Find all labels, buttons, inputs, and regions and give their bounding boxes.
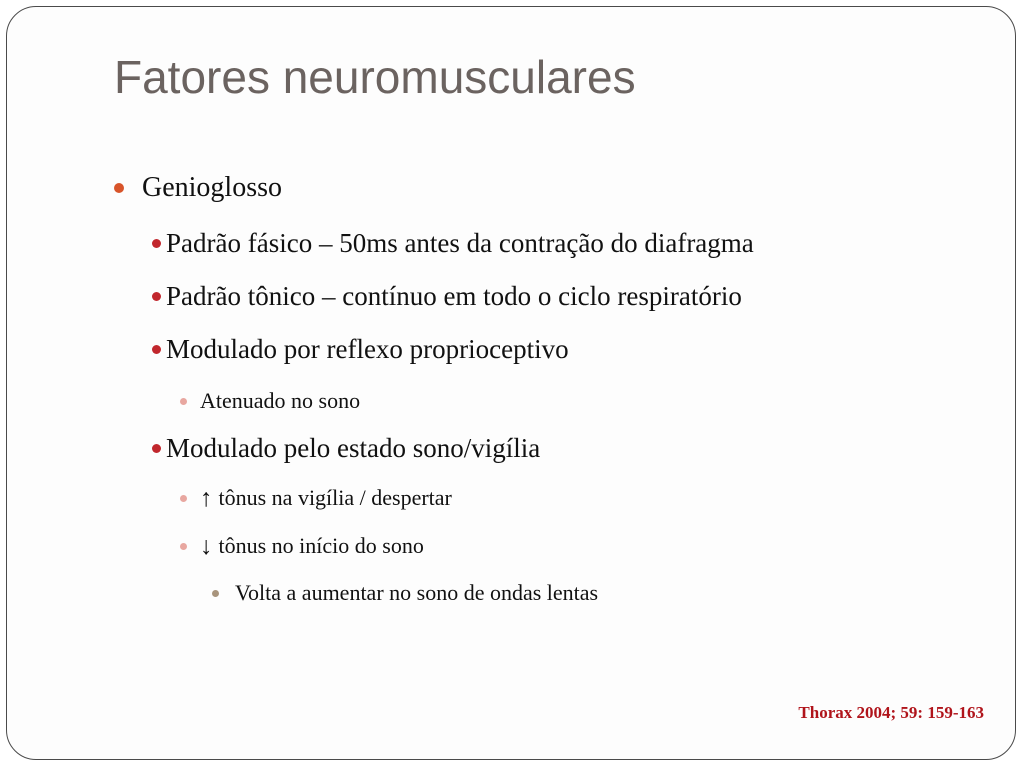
bullet-genioglosso bbox=[114, 172, 282, 204]
bullet-padrao-tonico bbox=[152, 281, 742, 312]
bullet-text: Padrão fásico – 50ms antes da contração do diafragma bbox=[166, 228, 754, 258]
bullet-text: Modulado pelo estado sono/vigília bbox=[166, 433, 541, 463]
bullet-text: Genioglosso bbox=[142, 172, 282, 203]
bullet-dot-icon bbox=[114, 183, 124, 193]
bullet-modulado-reflexo bbox=[152, 334, 569, 365]
bullet-text: Modulado por reflexo proprioceptivo bbox=[166, 334, 569, 364]
bullet-text: Atenuado no sono bbox=[200, 388, 361, 413]
bullet-text: Volta a aumentar no sono de ondas lentas bbox=[235, 580, 599, 605]
bullet-atenuado-sono bbox=[180, 388, 360, 414]
bullet-text: Padrão tônico – contínuo em todo o ciclo respiratório bbox=[166, 281, 742, 311]
bullet-dot-icon bbox=[152, 292, 161, 301]
bullet-volta-aumentar bbox=[212, 580, 598, 606]
bullet-tonus-vigilia bbox=[180, 485, 452, 511]
citation: Thorax 2004; 59: 159-163 bbox=[798, 703, 984, 722]
arrow-down-icon: ↓ bbox=[200, 532, 213, 560]
bullet-dot-icon bbox=[180, 495, 187, 502]
bullet-dot-icon bbox=[152, 444, 161, 453]
arrow-up-icon: ↑ bbox=[200, 484, 213, 512]
bullet-tonus-inicio-sono bbox=[180, 533, 424, 559]
bullet-dot-icon bbox=[152, 345, 161, 354]
bullet-dot-icon bbox=[212, 590, 219, 597]
bullet-padrao-fasico bbox=[152, 228, 754, 259]
bullet-dot-icon bbox=[180, 398, 187, 405]
bullet-text: tônus na vigília / despertar bbox=[218, 485, 452, 510]
bullet-text: tônus no início do sono bbox=[218, 533, 424, 558]
slide-title: Fatores neuromusculares bbox=[114, 51, 636, 103]
bullet-dot-icon bbox=[152, 239, 161, 248]
bullet-modulado-estado bbox=[152, 433, 540, 464]
bullet-dot-icon bbox=[180, 543, 187, 550]
slide-frame bbox=[6, 6, 1016, 760]
